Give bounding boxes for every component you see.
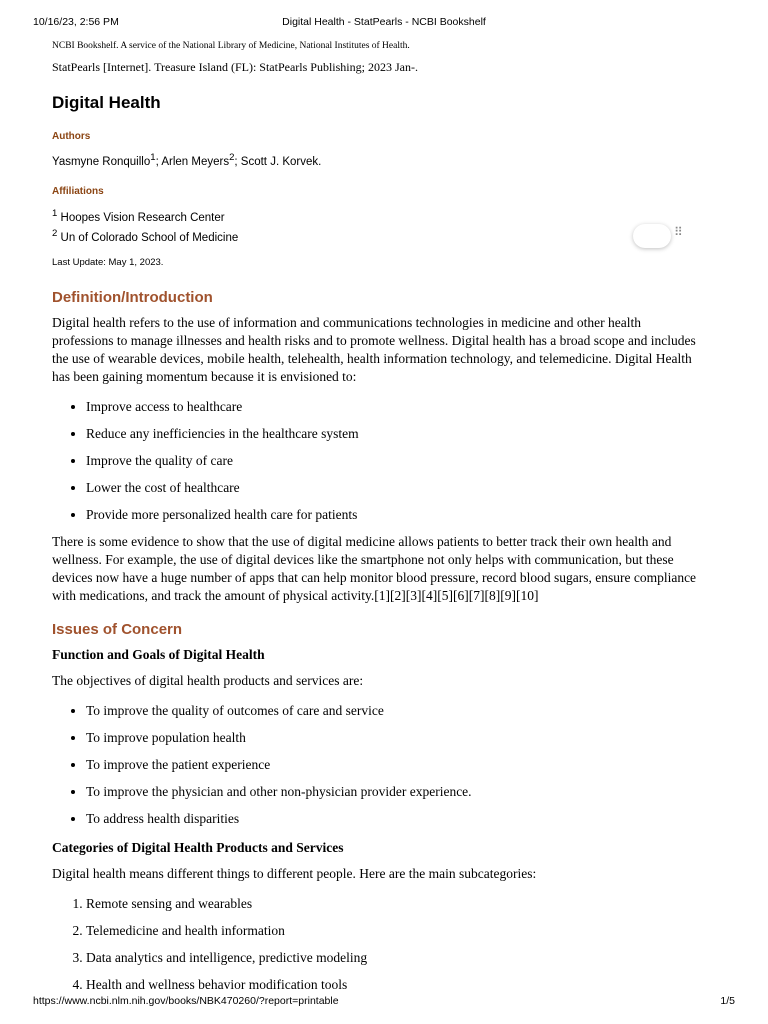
issues-paragraph-1: The objectives of digital health products and services are: — [52, 673, 364, 689]
author-separator: ; — [155, 155, 162, 168]
section-heading-introduction: Definition/Introduction — [52, 289, 213, 307]
list-item: • Provide more personalized health care for patients — [86, 506, 702, 524]
list-item: 1. Remote sensing and wearables — [86, 895, 702, 913]
author-separator: ; — [234, 155, 241, 168]
reference-link[interactable]: [1] — [374, 588, 391, 604]
reference-link[interactable]: [9] — [500, 588, 517, 604]
affiliation-item — [52, 226, 702, 246]
print-header-datetime: 10/16/23, 2:56 PM — [33, 16, 119, 28]
list-item: • Reduce any inefficiencies in the healthcare system — [86, 425, 702, 443]
author-name[interactable]: Arlen Meyers — [161, 155, 230, 168]
citation: StatPearls [Internet]. Treasure Island (FL): StatPearls Publishing; 2023 Jan-. — [52, 60, 418, 74]
list-item: • To improve the patient experience — [86, 756, 702, 774]
reference-link[interactable]: [5] — [437, 588, 454, 604]
affiliation-number: 1 — [52, 207, 58, 219]
issues-paragraph-2: Digital health means different things to different people. Here are the main subcategories: — [52, 866, 537, 882]
list-item: • To improve population health — [86, 729, 702, 747]
author-affiliation-marker: 1 — [150, 152, 156, 163]
article — [52, 41, 702, 1003]
drag-handle-icon[interactable]: ⠿ — [674, 225, 682, 239]
list-item: • To improve the physician and other non-physician provider experience. — [86, 783, 702, 801]
list-item: • To improve the quality of outcomes of care and service — [86, 702, 702, 720]
reference-link[interactable]: [3] — [405, 588, 422, 604]
subheading-function-goals: Function and Goals of Digital Health — [52, 647, 265, 663]
reference-link[interactable]: [10] — [516, 588, 539, 604]
affiliation-name: Hoopes Vision Research Center — [60, 211, 225, 224]
reference-link[interactable]: [2] — [390, 588, 406, 604]
authors-line — [52, 152, 702, 168]
print-footer-url: https://www.ncbi.nlm.nih.gov/books/NBK470260/?report=printable — [33, 995, 339, 1007]
print-footer-page-number: 1/5 — [720, 995, 735, 1007]
affiliation-name: Un of Colorado School of Medicine — [60, 231, 239, 244]
list-item: • Improve access to healthcare — [86, 398, 702, 416]
list-item: • Lower the cost of healthcare — [86, 479, 702, 497]
intro-paragraph-2 — [52, 533, 702, 605]
section-heading-issues: Issues of Concern — [52, 621, 183, 639]
list-item: 4. Health and wellness behavior modification tools — [86, 976, 702, 994]
list-item: • Improve the quality of care — [86, 452, 702, 470]
affiliations-list — [52, 206, 702, 246]
reference-link[interactable]: [4] — [421, 588, 438, 604]
bookshelf-line: NCBI Bookshelf. A service of the National Library of Medicine, National Institutes of Health. — [52, 41, 410, 51]
author-affiliation-marker: 2 — [229, 152, 235, 163]
intro-bullet-list — [52, 398, 702, 524]
author-name[interactable]: Scott J. Korvek. — [240, 155, 322, 168]
intro-paragraph-1: Digital health refers to the use of information and communications technologies in medicine and other health professions to manage illnesses and health risks and to promote wellness. Digital health has a broad scope and includes the use of wearable devices, mobile health, telehealth, health information technology, and telemedicine. Digital Health has been gaining momentum because it is envisioned to: — [52, 315, 696, 385]
affiliations-label: Affiliations — [52, 185, 104, 197]
list-item: 2. Telemedicine and health information — [86, 922, 702, 940]
reference-link[interactable]: [6] — [453, 588, 469, 604]
print-header-title: Digital Health - StatPearls - NCBI Bookshelf — [282, 16, 486, 28]
list-item: • To address health disparities — [86, 810, 702, 828]
categories-numbered-list — [52, 895, 702, 994]
reference-link[interactable]: [8] — [484, 588, 501, 604]
subheading-categories: Categories of Digital Health Products and Services — [52, 840, 344, 856]
page-title: Digital Health — [52, 93, 161, 112]
affiliation-number: 2 — [52, 227, 58, 239]
list-item: 3. Data analytics and intelligence, predictive modeling — [86, 949, 702, 967]
last-update: Last Update: May 1, 2023. — [52, 257, 164, 269]
authors-label: Authors — [52, 131, 91, 142]
reference-link[interactable]: [7] — [468, 588, 485, 604]
intro-paragraph-2-text: There is some evidence to show that the use of digital medicine allows patients to better track their own health and wellness. For example, the use of digital devices like the smartphone not only helps with communication, but these devices now have a huge number of apps that can help monitor blood pressure, record blood sugars, ensure compliance with medications, and track the amount of physical activity. — [52, 534, 697, 604]
author-name[interactable]: Yasmyne Ronquillo — [52, 155, 151, 168]
affiliation-item — [52, 206, 702, 226]
objectives-bullet-list — [52, 702, 702, 828]
